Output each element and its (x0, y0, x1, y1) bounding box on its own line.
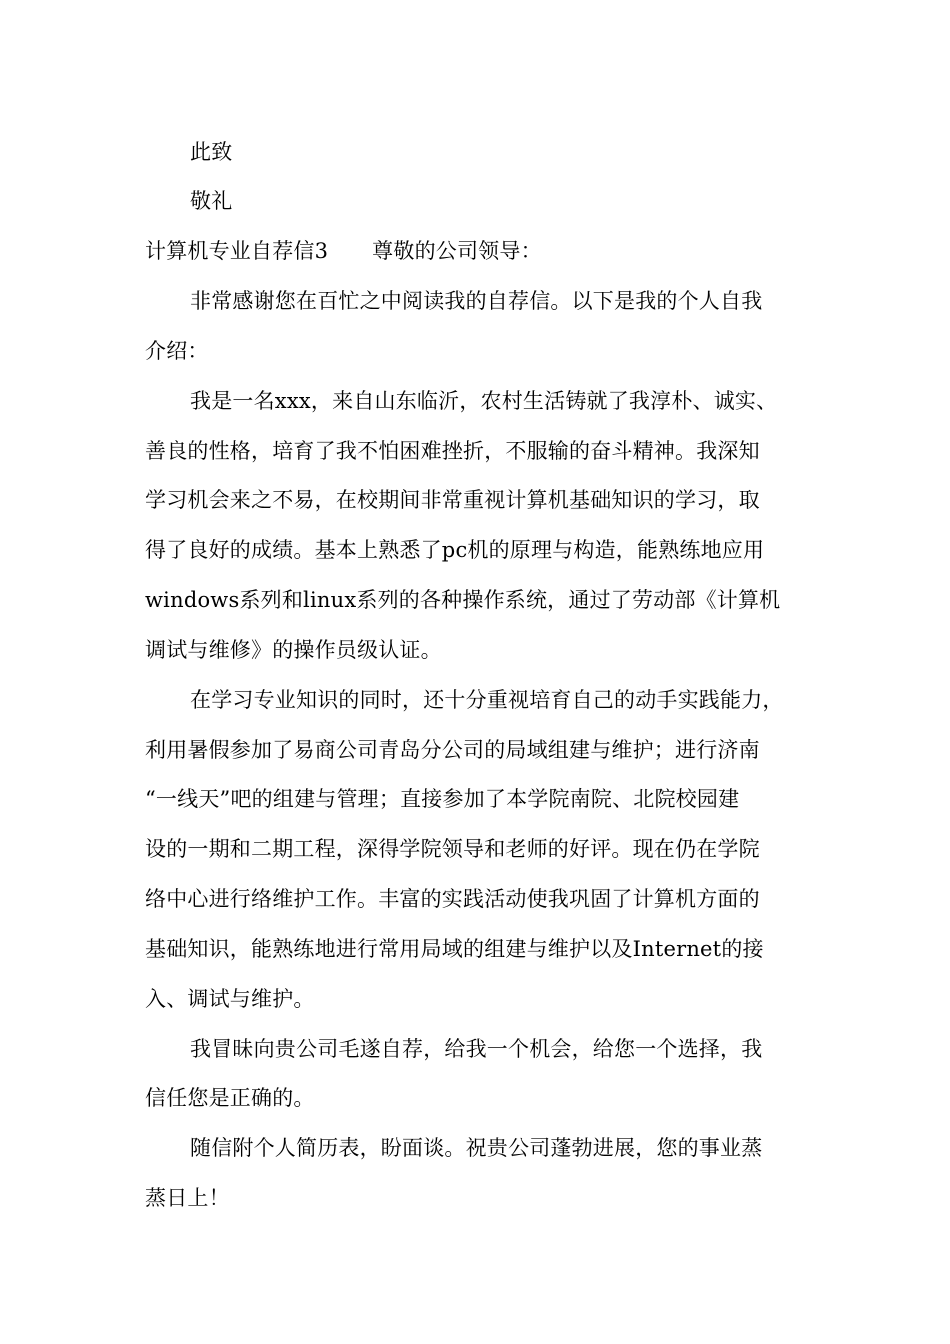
paragraph-2-line-5: windows系列和linux系列的各种操作系统，通过了劳动部《计算机 (145, 588, 781, 612)
paragraph-3-line-3: “一线天”吧的组建与管理；直接参加了本学院南院、北院校园建 (145, 787, 740, 811)
paragraph-2-line-6: 调试与维修》的操作员级认证。 (145, 638, 442, 662)
paragraph-4-line-2: 信任您是正确的。 (145, 1086, 315, 1110)
paragraph-1-line-1: 非常感谢您在百忙之中阅读我的自荐信。以下是我的个人自我 (190, 289, 763, 313)
paragraph-3-line-2: 利用暑假参加了易商公司青岛分公司的局域组建与维护；进行济南 (145, 738, 760, 762)
paragraph-2-line-3: 学习机会来之不易，在校期间非常重视计算机基础知识的学习，取 (145, 488, 760, 512)
salutation: 尊敬的公司领导： (372, 239, 542, 263)
paragraph-5-line-2: 蒸日上！ (145, 1186, 230, 1210)
paragraph-3-line-1: 在学习专业知识的同时，还十分重视培育自己的动手实践能力， (190, 688, 784, 712)
closing-line-1: 此致 (190, 140, 233, 164)
paragraph-3-line-6: 基础知识，能熟练地进行常用局域的组建与维护以及Internet的接 (145, 937, 764, 961)
paragraph-5-line-1: 随信附个人简历表，盼面谈。祝贵公司蓬勃进展，您的事业蒸 (190, 1136, 763, 1160)
paragraph-1-line-2: 介绍： (145, 339, 209, 363)
paragraph-3-line-4: 设的一期和二期工程，深得学院领导和老师的好评。现在仍在学院 (145, 837, 760, 861)
closing-line-2: 敬礼 (190, 189, 233, 213)
paragraph-3-line-7: 入、调试与维护。 (145, 987, 315, 1011)
paragraph-4-line-1: 我冒昧向贵公司毛遂自荐，给我一个机会，给您一个选择，我 (190, 1037, 763, 1061)
paragraph-2-line-2: 善良的性格，培育了我不怕困难挫折，不服输的奋斗精神。我深知 (145, 439, 760, 463)
paragraph-2-line-1: 我是一名xxx，来自山东临沂，农村生活铸就了我淳朴、诚实、 (190, 389, 778, 413)
paragraph-2-line-4: 得了良好的成绩。基本上熟悉了pc机的原理与构造，能熟练地应用 (145, 538, 765, 562)
letter-title: 计算机专业自荐信3 (145, 239, 329, 263)
heading-line (145, 237, 542, 265)
paragraph-3-line-5: 络中心进行络维护工作。丰富的实践活动使我巩固了计算机方面的 (145, 887, 760, 911)
